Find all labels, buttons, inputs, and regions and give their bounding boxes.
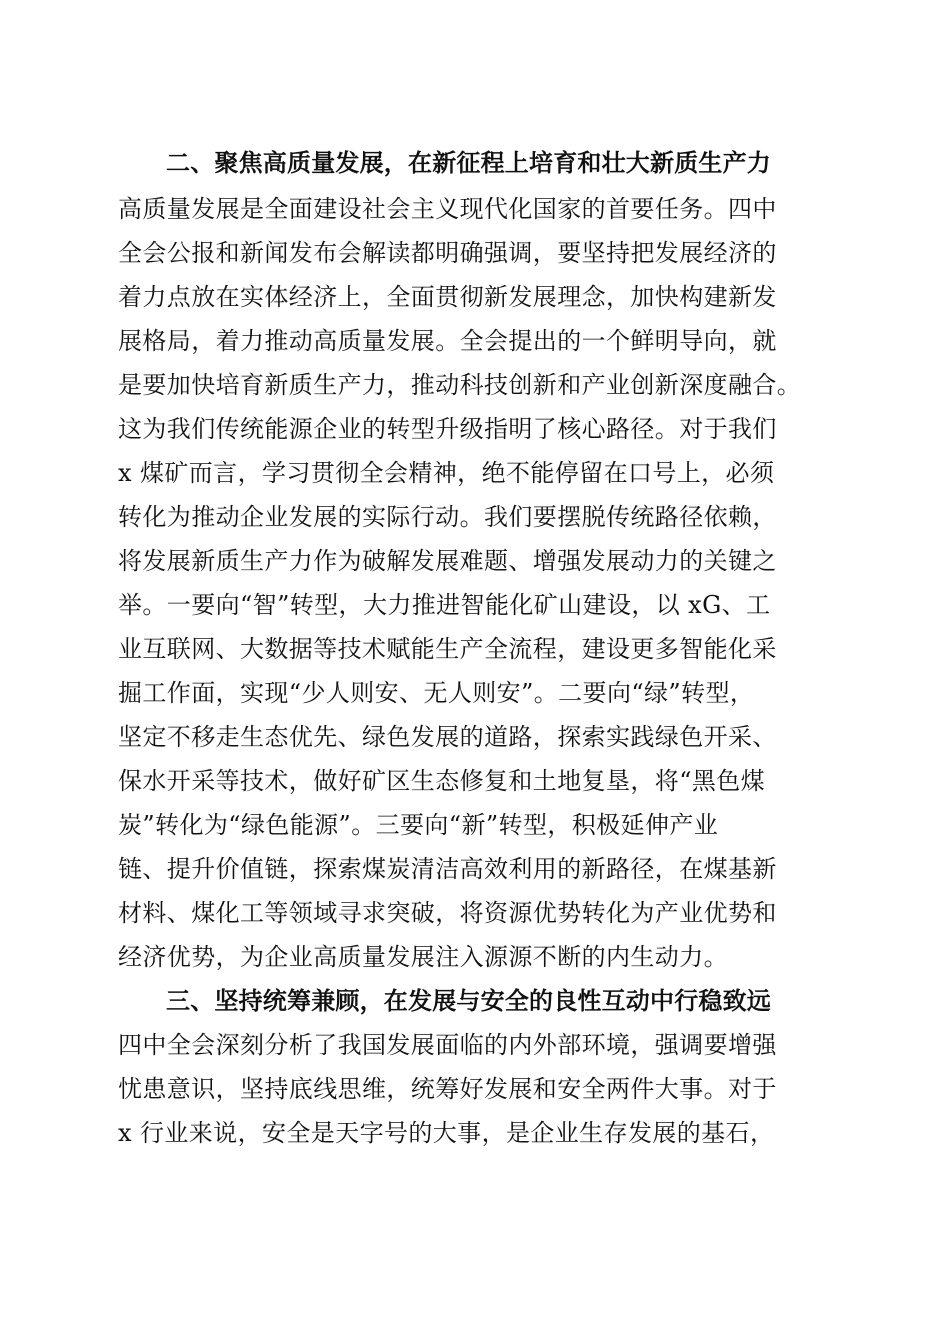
paragraph-line: 着力点放在实体经济上，全面贯彻新发展理念，加快构建新发 — [118, 283, 777, 311]
paragraph-line: 是要加快培育新质生产力，推动科技创新和产业创新深度融合。 — [118, 371, 802, 399]
paragraph-line: 炭”转化为“绿色能源”。三要向“新”转型，积极延伸产业 — [118, 811, 719, 839]
paragraph-line: 业互联网、大数据等技术赋能生产全流程，建设更多智能化采 — [118, 635, 777, 663]
paragraph-line: 链、提升价值链，探索煤炭清洁高效利用的新路径，在煤基新 — [118, 855, 777, 883]
paragraph-line: 转化为推动企业发展的实际行动。我们要摆脱传统路径依赖， — [118, 503, 777, 531]
paragraph-line: 坚定不移走生态优先、绿色发展的道路，探索实践绿色开采、 — [118, 723, 777, 751]
paragraph-line: x 行业来说，安全是天字号的大事，是企业生存发展的基石， — [118, 1119, 775, 1147]
paragraph-line: 材料、煤化工等领域寻求突破，将资源优势转化为产业优势和 — [118, 899, 777, 927]
paragraph-line: 经济优势，为企业高质量发展注入源源不断的内生动力。 — [118, 943, 728, 971]
paragraph-line: 举。一要向“智”转型，大力推进智能化矿山建设，以 xG、工 — [118, 591, 771, 619]
section-2-heading: 二、聚焦高质量发展，在新征程上培育和壮大新质生产力 — [166, 149, 771, 177]
paragraph-line: 四中全会深刻分析了我国发展面临的内外部环境，强调要增强 — [118, 1031, 777, 1059]
section-3-heading: 三、坚持统筹兼顾，在发展与安全的良性互动中行稳致远 — [166, 987, 771, 1015]
paragraph-line: x 煤矿而言，学习贯彻全会精神，绝不能停留在口号上，必须 — [118, 459, 775, 487]
paragraph-line: 掘工作面，实现“少人则安、无人则安”。二要向“绿”转型， — [118, 679, 755, 707]
paragraph-line: 全会公报和新闻发布会解读都明确强调，要坚持把发展经济的 — [118, 239, 777, 267]
paragraph-line: 展格局，着力推动高质量发展。全会提出的一个鲜明导向，就 — [118, 327, 777, 355]
paragraph-line: 保水开采等技术，做好矿区生态修复和土地复垦，将“黑色煤 — [118, 767, 766, 795]
paragraph-line: 这为我们传统能源企业的转型升级指明了核心路径。对于我们 — [118, 415, 777, 443]
paragraph-line: 忧患意识，坚持底线思维，统筹好发展和安全两件大事。对于 — [118, 1075, 777, 1103]
paragraph-line: 高质量发展是全面建设社会主义现代化国家的首要任务。四中 — [118, 195, 777, 223]
paragraph-line: 将发展新质生产力作为破解发展难题、增强发展动力的关键之 — [118, 547, 777, 575]
